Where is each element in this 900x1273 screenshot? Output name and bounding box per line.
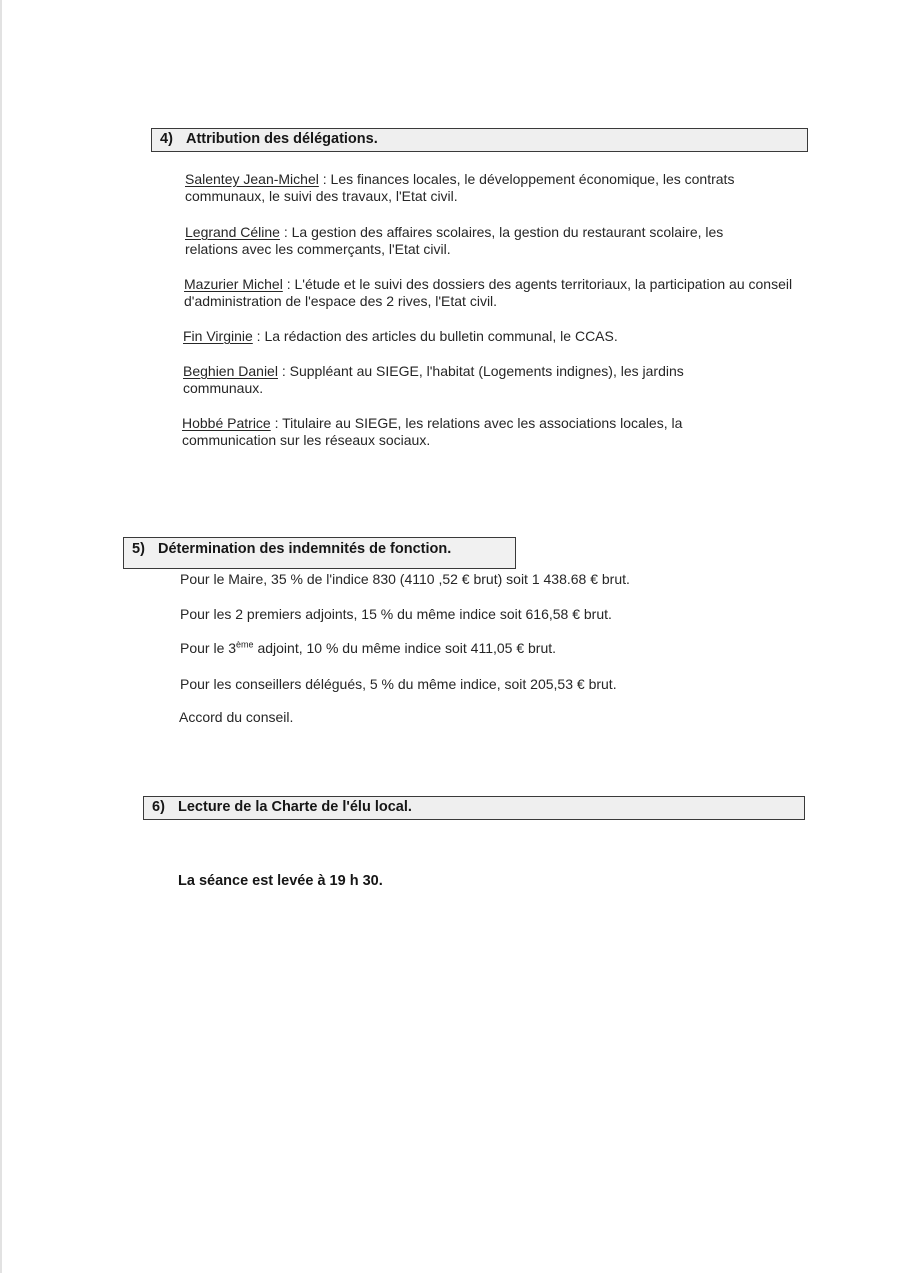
- section-5-header: [123, 537, 516, 569]
- indemnity-adjoints: Pour les 2 premiers adjoints, 15 % du même indice soit 616,58 € brut.: [180, 606, 612, 622]
- delegate-name: Fin Virginie: [183, 328, 253, 344]
- indemnity-conseillers: Pour les conseillers délégués, 5 % du même indice, soit 205,53 € brut.: [180, 676, 617, 692]
- delegation-item: Fin Virginie : La rédaction des articles du bulletin communal, le CCAS.: [183, 328, 618, 344]
- delegate-duties: Les finances locales, le développement économique, les contrats communaux, le suivi des travaux, l'Etat civil.: [185, 171, 735, 204]
- section-5-title: Détermination des indemnités de fonction.: [158, 541, 452, 557]
- indemnity-maire: Pour le Maire, 35 % de l'indice 830 (4110 ,52 € brut) soit 1 438.68 € brut.: [180, 571, 630, 587]
- delegation-item: Beghien Daniel : Suppléant au SIEGE, l'habitat (Logements indignes), les jardins communaux.: [183, 363, 684, 396]
- section-5-number: 5): [132, 541, 145, 557]
- delegate-duties: L'étude et le suivi des dossiers des agents territoriaux, la participation au conseil d'administration de l'espace des 2 rives, l'Etat civil.: [184, 276, 793, 309]
- section-4-title: Attribution des délégations.: [186, 131, 378, 147]
- delegate-duties: La gestion des affaires scolaires, la gestion du restaurant scolaire, les relations avec les commerçants, l'Etat civil.: [185, 224, 724, 257]
- section-6-title: Lecture de la Charte de l'élu local.: [178, 799, 412, 815]
- delegate-name: Salentey Jean-Michel: [185, 171, 319, 187]
- delegate-duties: Suppléant au SIEGE, l'habitat (Logements indignes), les jardins communaux.: [183, 363, 684, 396]
- council-agreement: Accord du conseil.: [179, 709, 294, 725]
- scan-edge: [0, 0, 2, 1273]
- delegate-name: Hobbé Patrice: [182, 415, 271, 431]
- indemnity-third-adjoint: Pour le 3ème adjoint, 10 % du même indice soit 411,05 € brut.: [180, 639, 557, 656]
- delegation-item: Legrand Céline : La gestion des affaires scolaires, la gestion du restaurant scolaire, les relations avec les commerçants, l'Etat civil.: [185, 224, 724, 257]
- delegate-name: Beghien Daniel: [183, 363, 278, 379]
- delegation-item: Hobbé Patrice : Titulaire au SIEGE, les relations avec les associations locales, la communication sur les réseaux sociaux.: [182, 415, 683, 448]
- delegate-name: Mazurier Michel: [184, 276, 283, 292]
- section-4-header: [151, 128, 808, 152]
- delegate-duties: La rédaction des articles du bulletin communal, le CCAS.: [264, 328, 618, 344]
- section-6-number: 6): [152, 799, 165, 815]
- delegate-name: Legrand Céline: [185, 224, 280, 240]
- delegation-item: Mazurier Michel : L'étude et le suivi des dossiers des agents territoriaux, la participation au conseil d'administration de l'espace des 2 rives, l'Etat civil.: [184, 276, 793, 309]
- meeting-closing: La séance est levée à 19 h 30.: [178, 873, 383, 889]
- delegation-item: Salentey Jean-Michel : Les finances locales, le développement économique, les contrats communaux, le suivi des travaux, l'Etat civil.: [185, 171, 735, 204]
- delegate-duties: Titulaire au SIEGE, les relations avec les associations locales, la communication sur les réseaux sociaux.: [182, 415, 683, 448]
- section-4-number: 4): [160, 131, 173, 147]
- section-6-header: [143, 796, 805, 820]
